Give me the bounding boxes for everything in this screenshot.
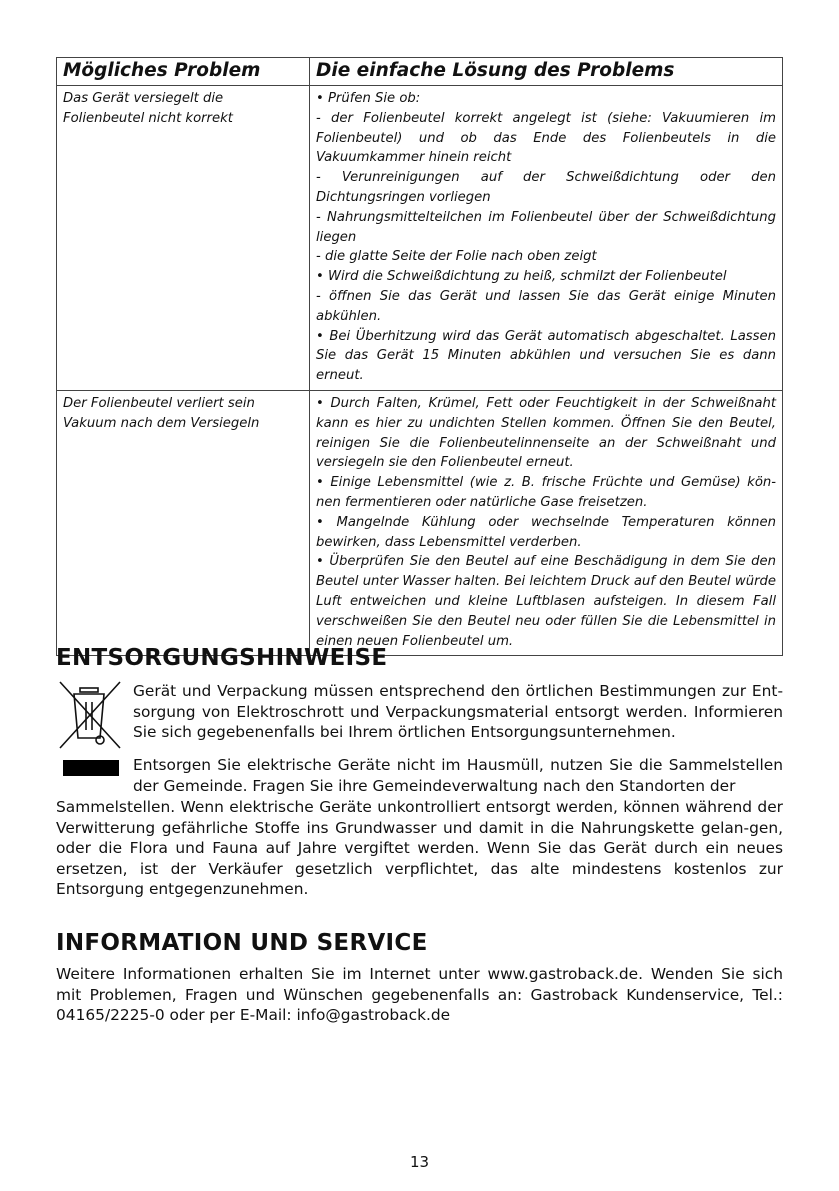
solution-line: • Durch Falten, Krümel, Fett oder Feuchtigkeit in der Schweißnaht kann es hier zu undichten Stellen kommen. Öffnen Sie den Beutel, reinigen Sie die Folienbeutelinnenseite an der Schweißnaht und versiegeln sie den Folienbeutel erneut. [316,395,776,471]
disposal-paragraph-2-wrapped: Entsorgen Sie elektrische Geräte nicht im Hausmüll, nutzen Sie die Sammelstellen der Gemeinde. Fragen Sie ihre Gemeindeverwaltung nach den Standorten der [133,756,783,795]
table-row [57,390,783,655]
solution-line: - Nahrungsmittelteilchen im Folienbeutel über der Schweißdichtung liegen [316,209,776,245]
table-row [57,86,783,391]
service-paragraph: Weitere Informationen erhalten Sie im Internet unter www.gastroback.de. Wenden Sie sich mit Problemen, Fragen und Wünschen gegebenenfalls an: Gastroback Kundenservice, Tel.: 04165/2225-0 oder per E-Mail: info@gastroback.de [56,965,783,1025]
header-solution: Die einfache Lösung des Problems [310,58,783,86]
page-number: 13 [409,1153,430,1171]
solution-line: - öffnen Sie das Gerät und lassen Sie das Gerät einige Minuten abkühlen. [316,288,776,324]
black-bar-symbol [63,760,119,776]
solution-cell [310,86,783,391]
solution-line: - der Folienbeutel korrekt angelegt ist (siehe: Vakuumieren im Folienbeutel) und ob das Ende des Folienbeutels in die Vakuumkammer hinein reicht [316,110,776,166]
header-problem: Mögliches Problem [57,58,310,86]
solution-line: • Wird die Schweißdichtung zu heiß, schmilzt der Folienbeutel [316,269,727,285]
solution-line: • Mangelnde Kühlung oder wechselnde Temperaturen können bewirken, dass Lebensmittel verderben. [316,514,776,550]
disposal-paragraph-2-rest: Sammelstellen. Wenn elektrische Geräte unkontrolliert entsorgt werden, können während der Verwitterung gefährliche Stoffe ins Grundwasser und damit in die Nahrungskette gelan-gen, oder die Flora und Fauna auf Jahre vergiftet werden. Wenn Sie das Gerät durch ein neues ersetzen, ist der Verkäufer gesetzlich verpflichtet, das alte mindestens kostenlos zur Entsorgung entgegenzunehmen. [56,798,783,899]
solution-line: - Verunreinigungen auf der Schweißdichtung oder den Dichtungsringen vorliegen [316,170,776,205]
disposal-paragraph-1: Gerät und Verpackung müssen entsprechend den örtlichen Bestimmungen zur Ent-sorgung von Elektroschrott und Verpackungsmaterial entsorgt werden. Informieren Sie sich gegebenenfalls bei Ihrem örtlichen Entsorgungsunternehmen. [133,682,783,742]
solution-line: • Überprüfen Sie den Beutel auf eine Beschädigung in dem Sie den Beutel unter Wasser halten. Bei leichtem Druck auf den Beutel würde Luft entweichen und kleine Luftblasen aufsteigen. In diesem Fall verschweißen Sie den Beutel neu oder füllen Sie die Lebensmittel in einen neuen Folienbeutel um. [316,554,776,649]
problem-cell: Das Gerät versiegelt die Folienbeutel nicht korrekt [57,86,310,391]
solution-line: - die glatte Seite der Folie nach oben zeigt [316,249,597,265]
solution-line: • Prüfen Sie ob: [316,91,421,106]
crossed-out-wheelie-bin-icon [58,680,122,750]
troubleshooting-table [56,57,783,656]
service-heading: INFORMATION UND SERVICE [56,930,428,956]
solution-line: • Bei Überhitzung wird das Gerät automatisch abgeschaltet. Lassen Sie das Gerät 15 Minuten abkühlen und versuchen Sie es dann erneut. [316,328,776,384]
problem-cell: Der Folienbeutel verliert sein Vakuum nach dem Versiegeln [57,390,310,655]
solution-cell [310,390,783,655]
table-header-row [57,58,783,86]
solution-line: • Einige Lebensmittel (wie z. B. frische Früchte und Gemüse) kön-nen fermentieren oder natürliche Gase freisetzen. [316,475,776,510]
disposal-heading: ENTSORGUNGSHINWEISE [56,645,388,671]
